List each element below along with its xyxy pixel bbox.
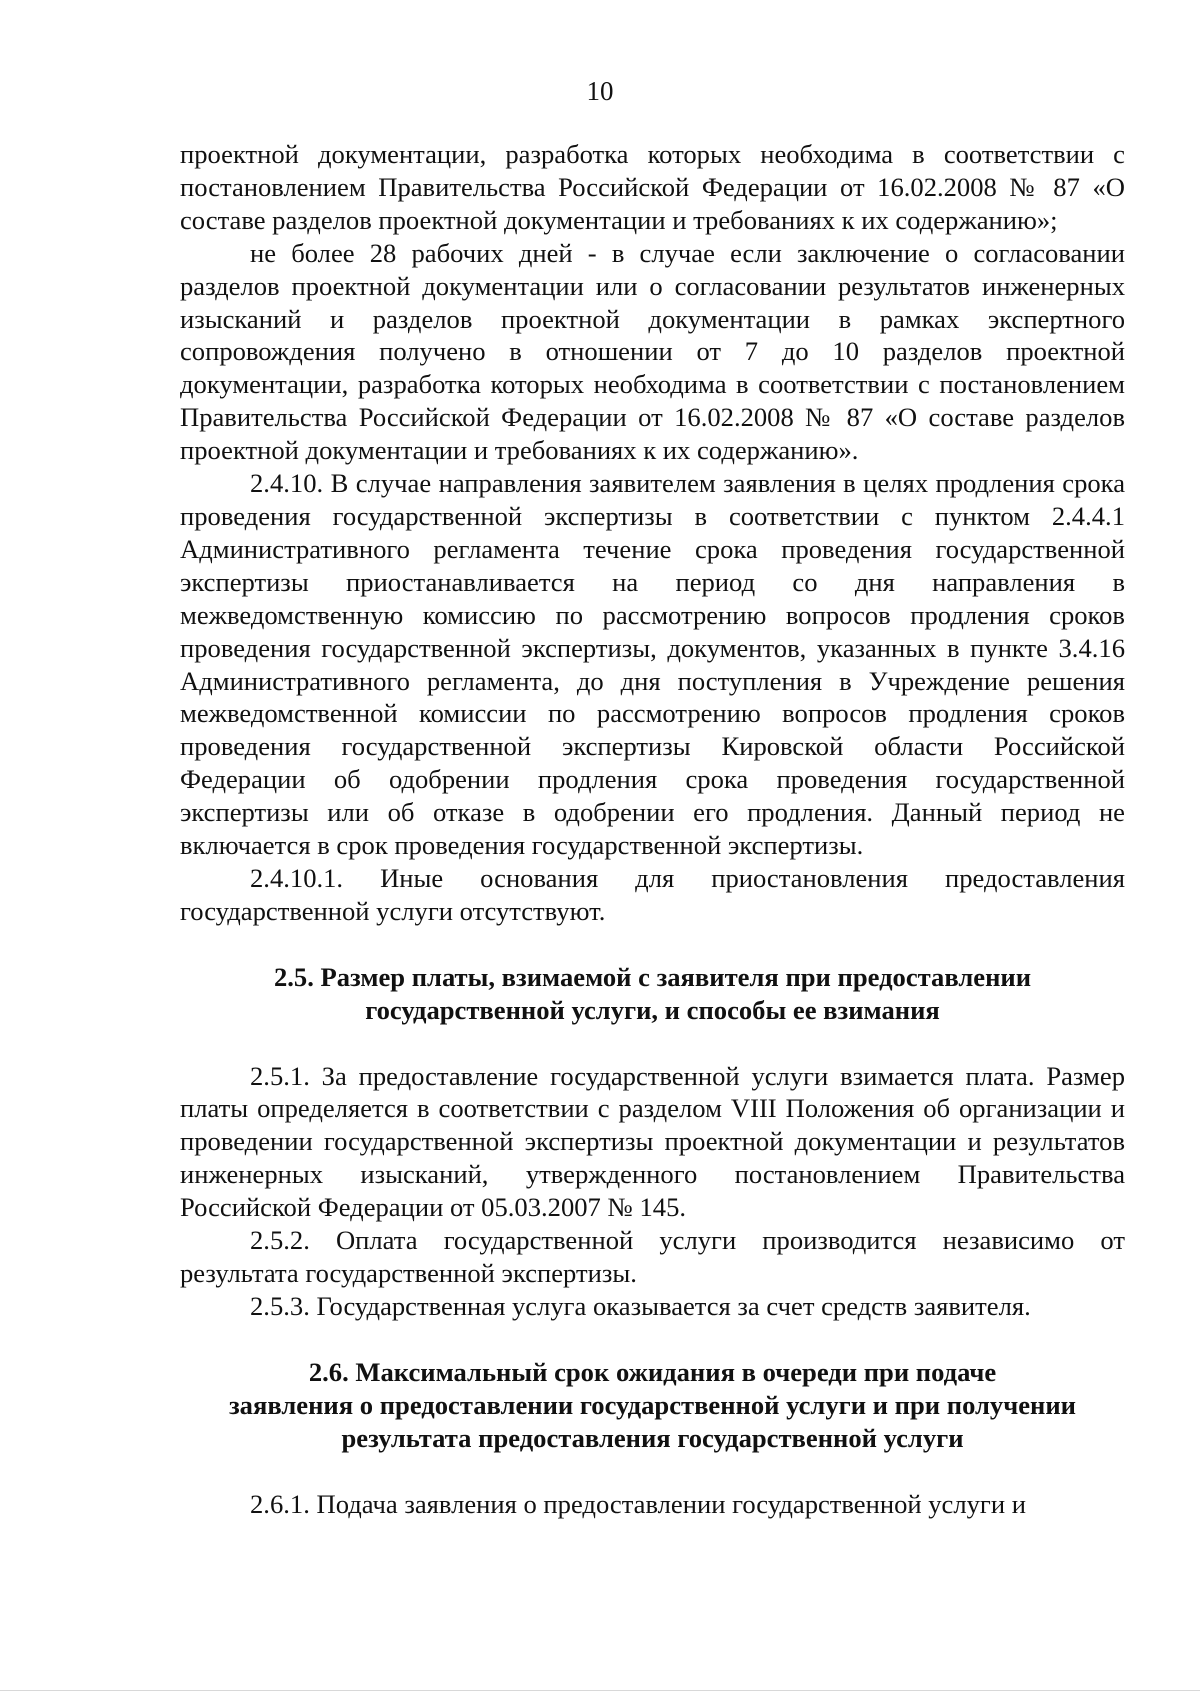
heading-line: результата предоставления государственной услуги: [341, 1422, 964, 1453]
paragraph-2-5-2: 2.5.2. Оплата государственной услуги производится независимо от результата государственной экспертизы.: [180, 1225, 1125, 1288]
heading-line: 2.6. Максимальный срок ожидания в очереди при подаче: [308, 1356, 997, 1387]
document-body: [180, 138, 1125, 1520]
heading-line: государственной услуги, и способы ее взимания: [365, 994, 940, 1025]
paragraph-2-4-10-1: 2.4.10.1. Иные основания для приостановления предоставления государственной услуги отсутствуют.: [180, 862, 1125, 926]
heading-line: 2.5. Размер платы, взимаемой с заявителя при предоставлении: [273, 961, 1032, 992]
paragraph-2-6-1: 2.6.1. Подача заявления о предоставлении государственной услуги и: [250, 1488, 1026, 1519]
page-number: 10: [586, 76, 614, 106]
paragraph: проектной документации, разработка которых необходима в соответствии с постановлением Правительства Российской Федерации от 16.02.2008 № 87 «О составе разделов проектной документации и требованиях к их содержанию»;: [180, 139, 1125, 235]
paragraph: не более 28 рабочих дней - в случае если заключение о согласовании разделов проектной документации или о согласовании результатов инженерных изысканий и разделов проектной документации в рамках экспертного сопровождения получено в отношении от 7 до 10 разделов проектной документации, разработка которых необходима в соответствии с постановлением Правительства Российской Федерации от 16.02.2008 № 87 «О составе разделов проектной документации и требованиях к их содержанию».: [180, 237, 1125, 466]
section-heading-2-5: [180, 961, 1125, 1027]
section-heading-2-6: [180, 1356, 1125, 1455]
heading-line: заявления о предоставлении государственной услуги и при получении: [228, 1389, 1076, 1420]
paragraph-2-4-10: 2.4.10. В случае направления заявителем заявления в целях продления срока проведения государственной экспертизы в соответствии с пунктом 2.4.4.1 Административного регламента течение срока проведения государственной экспертизы приостанавливается на период со дня направления в межведомственную комиссию по рассмотрению вопросов продления сроков проведения государственной экспертизы, документов, указанных в пункте 3.4.16 Административного регламента, до дня поступления в Учреждение решения межведомственной комиссии по рассмотрению вопросов продления сроков проведения государственной экспертизы Кировской области Российской Федерации об одобрении продления срока проведения государственной экспертизы или об отказе в одобрении его продления. Данный период не включается в срок проведения государственной экспертизы.: [180, 468, 1125, 861]
paragraph-2-5-3: 2.5.3. Государственная услуга оказывается за счет средств заявителя.: [250, 1290, 1031, 1321]
paragraph-2-5-1: 2.5.1. За предоставление государственной услуги взимается плата. Размер платы определяется в соответствии с разделом VIII Положения об организации и проведении государственной экспертизы проектной документации и результатов инженерных изысканий, утвержденного постановлением Правительства Российской Федерации от 05.03.2007 № 145.: [180, 1060, 1125, 1223]
scan-edge-divider: [0, 1690, 1200, 1691]
